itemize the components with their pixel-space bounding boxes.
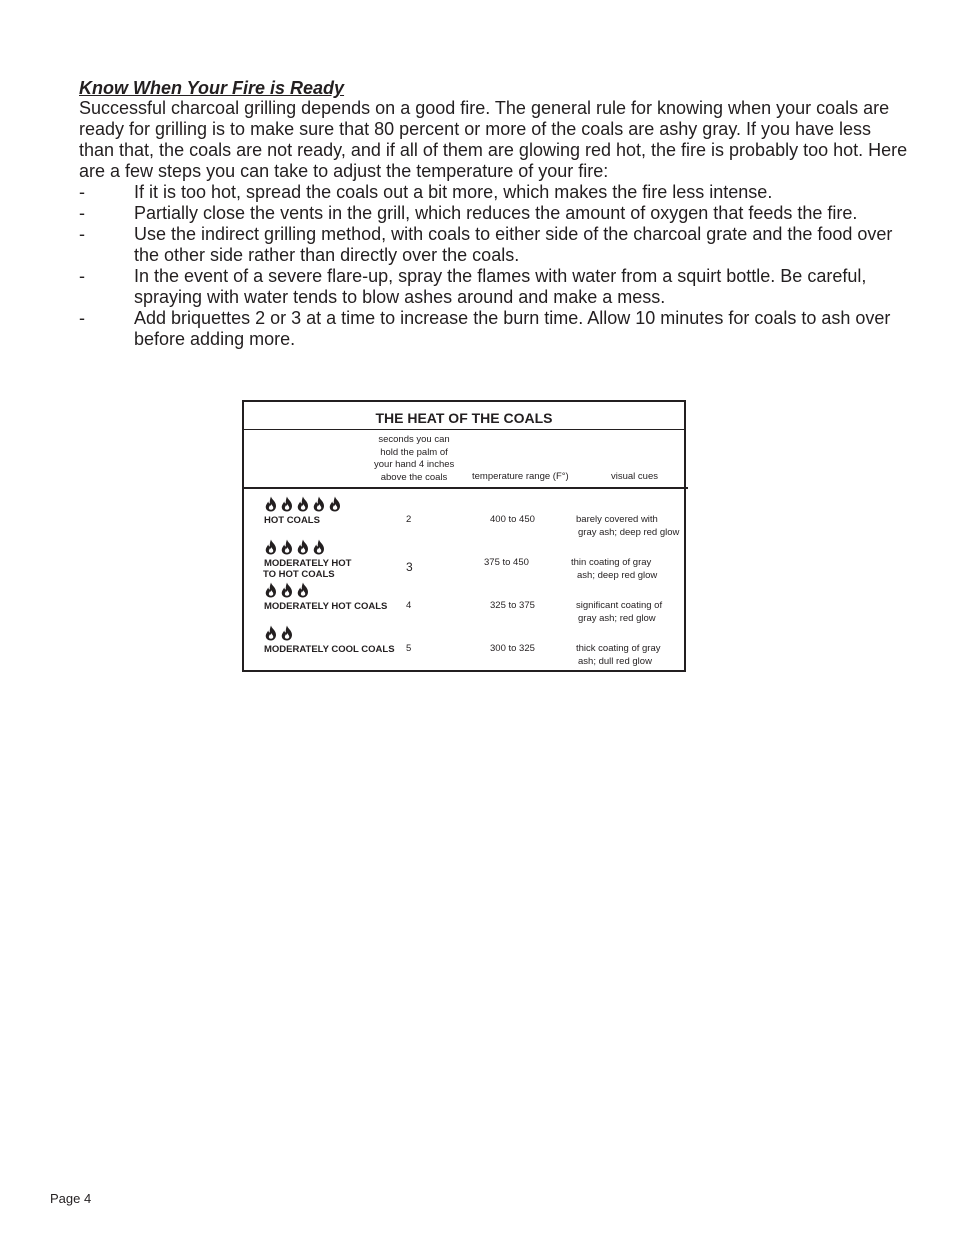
flame-icon (312, 539, 326, 555)
seconds-header-line: your hand 4 inches (374, 459, 455, 470)
seconds-value: 2 (406, 514, 412, 525)
visual-cue-line: ash; dull red glow (578, 655, 652, 667)
temperature-header: temperature range (F°) (472, 471, 569, 482)
flame-icon (296, 496, 310, 512)
flame-icon (296, 582, 310, 598)
flame-icon (296, 539, 310, 555)
list-item-text: In the event of a severe flare-up, spray the flames with water from a squirt bottle. Be careful, spraying with water tends to blow ashes around and make a mess. (134, 266, 867, 307)
bullet-dash: - (79, 308, 85, 328)
row-label-line: HOT COALS (264, 515, 320, 526)
row-label-line: TO HOT COALS (263, 569, 335, 580)
list-item-text: Add briquettes 2 or 3 at a time to increase the burn time. Allow 10 minutes for coals to ash over before adding more. (134, 308, 891, 349)
row-label (264, 515, 320, 526)
bullet-dash: - (79, 182, 85, 202)
row-label-line: MODERATELY HOT (264, 558, 352, 569)
list-item-text: Use the indirect grilling method, with coals to either side of the charcoal grate and the food over the other side rather than directly over the coals. (134, 224, 893, 265)
visual-cues-header: visual cues (611, 471, 658, 482)
seconds-header (374, 434, 454, 484)
flame-rating (264, 539, 326, 555)
seconds-header-line: seconds you can (378, 434, 450, 445)
temperature-value: 325 to 375 (490, 600, 535, 611)
bullet-dash: - (79, 224, 85, 244)
flame-icon (264, 539, 278, 555)
section-heading: Know When Your Fire is Ready (79, 78, 345, 98)
flame-rating (264, 625, 294, 641)
list-item-text: Partially close the vents in the grill, which reduces the amount of oxygen that feeds the fire. (134, 203, 858, 223)
flame-icon (264, 496, 278, 512)
temperature-value: 300 to 325 (490, 643, 535, 654)
temperature-value: 375 to 450 (484, 557, 529, 568)
list-item (79, 224, 909, 266)
heat-of-coals-table (242, 400, 686, 672)
visual-cue-line: significant coating of (576, 600, 663, 611)
visual-cue-line: thin coating of gray (571, 557, 652, 568)
bullet-dash: - (79, 203, 85, 223)
flame-icon (280, 496, 294, 512)
flame-icon (264, 625, 278, 641)
seconds-header-line: hold the palm of (380, 446, 448, 458)
flame-icon (328, 496, 342, 512)
seconds-value: 5 (406, 643, 412, 654)
row-label-line: MODERATELY HOT COALS (264, 601, 388, 612)
temperature-value: 400 to 450 (490, 514, 535, 525)
bullet-dash: - (79, 266, 85, 286)
flame-icon (264, 582, 278, 598)
visual-cue-line: barely covered with (576, 514, 658, 525)
visual-cue (576, 643, 661, 668)
tips-list (79, 182, 909, 350)
visual-cue (576, 514, 679, 539)
visual-cue-line: thick coating of gray (576, 643, 661, 654)
list-item (79, 203, 909, 224)
visual-cue-line: gray ash; deep red glow (578, 526, 680, 538)
table-title: THE HEAT OF THE COALS (244, 402, 684, 430)
visual-cue-line: ash; deep red glow (577, 569, 658, 581)
seconds-header-line: above the coals (380, 471, 448, 483)
flame-icon (312, 496, 326, 512)
visual-cue (571, 557, 657, 582)
seconds-value: 4 (406, 600, 412, 611)
row-label (264, 601, 387, 612)
seconds-value: 3 (406, 560, 413, 574)
header-divider (244, 487, 688, 489)
list-item (79, 266, 909, 308)
row-label (264, 558, 351, 580)
intro-paragraph: Successful charcoal grilling depends on a good fire. The general rule for knowing when your coals are ready for grilling is to make sure that 80 percent or more of the coals are ashy gray. If you have less than that, the coals are not ready, and if all of them are glowing red hot, the fire is probably too hot. Here are a few steps you can take to adjust the temperature of your fire: (79, 98, 908, 181)
list-item-text: If it is too hot, spread the coals out a bit more, which makes the fire less intense. (134, 182, 773, 202)
flame-icon (280, 539, 294, 555)
visual-cue-line: gray ash; red glow (578, 612, 656, 624)
flame-rating (264, 496, 342, 512)
row-label (264, 644, 395, 655)
flame-icon (280, 625, 294, 641)
row-label-line: MODERATELY COOL COALS (264, 644, 395, 655)
flame-rating (264, 582, 310, 598)
flame-icon (280, 582, 294, 598)
page-number: Page 4 (50, 1191, 92, 1206)
list-item (79, 182, 909, 203)
list-item (79, 308, 909, 350)
visual-cue (576, 600, 662, 625)
